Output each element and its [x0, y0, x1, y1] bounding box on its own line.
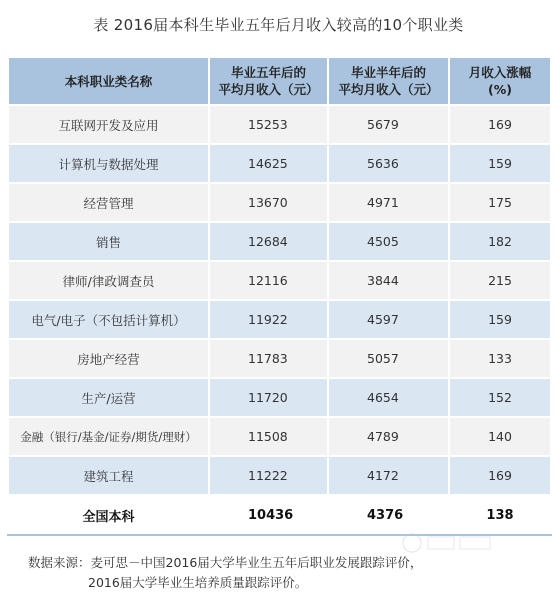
income-5yr: 12116 — [209, 261, 328, 300]
occupation-name: 律师/律政调查员 — [8, 261, 209, 300]
header-growth: 月收入涨幅 (%) — [449, 57, 551, 105]
table-row — [8, 339, 551, 378]
occupation-name: 互联网开发及应用 — [8, 105, 209, 144]
income-growth: 152 — [449, 378, 551, 417]
income-growth: 169 — [449, 456, 551, 495]
income-table — [7, 56, 552, 536]
table-row — [8, 300, 551, 339]
income-half-yr: 4505 — [328, 222, 449, 261]
income-growth: 133 — [449, 339, 551, 378]
income-half-yr: 4597 — [328, 300, 449, 339]
header-occupation: 本科职业类名称 — [8, 57, 209, 105]
income-half-yr: 3844 — [328, 261, 449, 300]
header-income-5yr: 毕业五年后的 平均月收入（元） — [209, 57, 328, 105]
source-line-2: 2016届大学毕业生培养质量跟踪评价。 — [88, 575, 308, 590]
occupation-name: 建筑工程 — [8, 456, 209, 495]
income-5yr: 11922 — [209, 300, 328, 339]
occupation-name: 经营管理 — [8, 183, 209, 222]
header-income-half-yr: 毕业半年后的 平均月收入（元） — [328, 57, 449, 105]
occupation-name: 计算机与数据处理 — [8, 144, 209, 183]
income-growth: 215 — [449, 261, 551, 300]
income-half-yr: 5679 — [328, 105, 449, 144]
total-income-5yr: 10436 — [209, 495, 328, 535]
occupation-name: 金融（银行/基金/证券/期货/理财） — [8, 417, 209, 456]
occupation-name: 电气/电子（不包括计算机） — [8, 300, 209, 339]
income-growth: 182 — [449, 222, 551, 261]
income-half-yr: 4654 — [328, 378, 449, 417]
income-5yr: 11222 — [209, 456, 328, 495]
table-row — [8, 417, 551, 456]
total-label: 全国本科 — [8, 495, 209, 535]
occupation-name: 房地产经营 — [8, 339, 209, 378]
income-growth: 169 — [449, 105, 551, 144]
income-5yr: 13670 — [209, 183, 328, 222]
income-growth: 175 — [449, 183, 551, 222]
occupation-name: 销售 — [8, 222, 209, 261]
income-half-yr: 4971 — [328, 183, 449, 222]
income-5yr: 11720 — [209, 378, 328, 417]
source-line-1: 数据来源：麦可思－中国2016届大学毕业生五年后职业发展跟踪评价， — [28, 555, 423, 570]
income-5yr: 12684 — [209, 222, 328, 261]
income-growth: 140 — [449, 417, 551, 456]
income-5yr: 11508 — [209, 417, 328, 456]
table-row — [8, 105, 551, 144]
income-growth: 159 — [449, 300, 551, 339]
total-growth: 138 — [449, 495, 551, 535]
data-source-note — [28, 553, 422, 593]
income-half-yr: 4789 — [328, 417, 449, 456]
income-half-yr: 5636 — [328, 144, 449, 183]
table-row — [8, 456, 551, 495]
occupation-name: 生产/运营 — [8, 378, 209, 417]
income-5yr: 15253 — [209, 105, 328, 144]
table-row — [8, 261, 551, 300]
table-row — [8, 378, 551, 417]
income-half-yr: 4172 — [328, 456, 449, 495]
table-row — [8, 183, 551, 222]
income-5yr: 11783 — [209, 339, 328, 378]
table-row — [8, 222, 551, 261]
income-5yr: 14625 — [209, 144, 328, 183]
table-header-row — [8, 57, 551, 105]
table-title: 表 2016届本科生毕业五年后月收入较高的10个职业类 — [93, 16, 464, 34]
income-half-yr: 5057 — [328, 339, 449, 378]
income-growth: 159 — [449, 144, 551, 183]
table-row — [8, 144, 551, 183]
total-income-half-yr: 4376 — [328, 495, 449, 535]
